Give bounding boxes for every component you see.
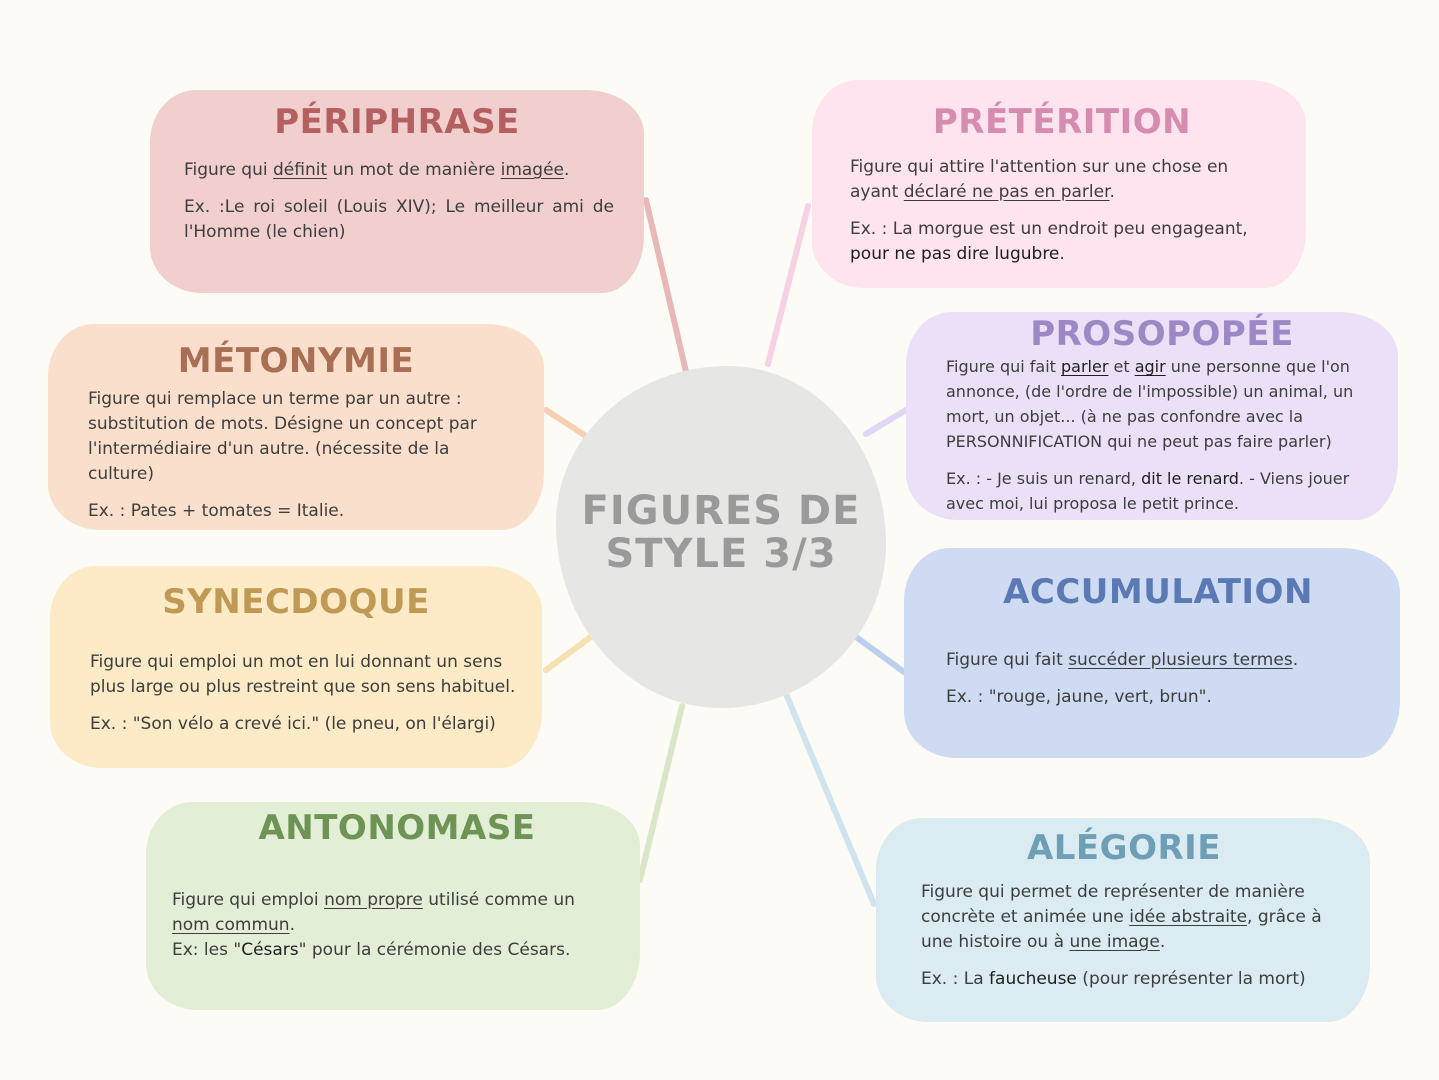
emphasis: agir (1134, 357, 1166, 376)
antonomase-title: ANTONOMASE (258, 808, 536, 848)
metonymie-body (88, 387, 518, 524)
text: . (564, 160, 570, 180)
text: un mot de manière (327, 160, 501, 180)
text: , grâce à une histoire ou à (921, 907, 1322, 952)
preterition-definition (850, 155, 1280, 205)
text: . (1109, 182, 1115, 202)
emphasis: définit (273, 160, 328, 180)
allegorie-title: ALÉGORIE (1026, 828, 1222, 868)
connector-synecdoque (546, 636, 592, 670)
antonomase-definition (172, 888, 602, 963)
synecdoque-definition: Figure qui emploi un mot en lui donnant un sens plus large ou plus restreint que son sens habituel. (90, 652, 516, 697)
emphasis: Césars (241, 940, 299, 960)
text: et (1108, 357, 1135, 376)
accumulation-title: ACCUMULATION (1003, 572, 1313, 612)
periphrase-example: Ex. :Le roi soleil (Louis XIV); Le meilleur ami de l'Homme (le chien) (184, 197, 614, 242)
prosopopee-body (946, 354, 1366, 516)
text: Ex. : La (921, 969, 990, 989)
prosopopee-title: PROSOPOPÉE (1030, 314, 1294, 354)
text: substitution de mots. Désigne un concept par (88, 414, 477, 434)
metonymie-example: Ex. : Pates + tomates = Italie. (88, 501, 345, 521)
accumulation-body (946, 648, 1366, 710)
text: Ex. : - Je suis un renard, (946, 469, 1142, 488)
allegorie-example (921, 967, 1341, 992)
text: . (1292, 650, 1299, 670)
center-title-line1: FIGURES DE (581, 488, 861, 534)
emphasis: dit le renard (1141, 469, 1239, 488)
text: . (1059, 244, 1065, 264)
text: (pour représenter la mort) (1076, 969, 1306, 989)
emphasis: nom propre (324, 890, 423, 910)
text: Figure qui permet de représenter de manière concrète et animée une (921, 882, 1305, 927)
emphasis: une image (1069, 932, 1160, 952)
synecdoque-example: Ex. : "Son vélo a crevé ici." (le pneu, on l'élargi) (90, 714, 496, 734)
emphasis: pour ne pas dire lugubre (850, 244, 1060, 264)
emphasis: nom commun (172, 915, 290, 935)
connector-prosopopee (866, 410, 906, 434)
synecdoque-body (90, 650, 520, 737)
emphasis: parler (1061, 357, 1109, 376)
text: Figure qui attire l'attention sur une chose en ayant (850, 157, 1229, 202)
preterition-body (850, 155, 1280, 267)
text: une personne que l'on annonce, (de l'ordre de l'impossible) un animal, un mort, un objet... (à ne pas confondre avec la PERSONNIFICATION qui ne peut pas faire parler) (946, 357, 1354, 451)
accumulation-example: Ex. : "rouge, jaune, vert, brun". (946, 687, 1212, 707)
emphasis: faucheuse (989, 969, 1077, 989)
text: Figure qui fait (946, 650, 1069, 670)
prosopopee-definition (946, 354, 1366, 454)
accumulation-definition (946, 648, 1366, 673)
text: l'intermédiaire d'un autre. (nécessite de la culture) (88, 439, 450, 484)
text: Ex: les " (172, 940, 242, 960)
prosopopee-example (946, 466, 1366, 516)
text: Figure qui (184, 160, 274, 180)
periphrase-definition (184, 158, 614, 183)
emphasis: idée abstraite (1129, 907, 1248, 927)
text: utilisé comme un (422, 890, 575, 910)
periphrase-title: PÉRIPHRASE (274, 102, 520, 142)
connector-accumulation (856, 637, 904, 672)
text: Figure qui remplace un terme par un autre : (88, 389, 462, 409)
text: . (1159, 932, 1166, 952)
center-title-line2: STYLE 3/3 (605, 531, 837, 577)
center-title (556, 490, 886, 576)
allegorie-body (921, 880, 1341, 992)
text: " pour la cérémonie des Césars. (298, 940, 571, 960)
emphasis: déclaré ne pas en parler (903, 182, 1110, 202)
connector-periphrase (646, 200, 687, 376)
connector-allegorie (786, 694, 874, 904)
text: Figure qui fait (946, 357, 1062, 376)
preterition-title: PRÉTÉRITION (932, 102, 1192, 142)
connector-antonomase (640, 706, 682, 880)
metonymie-definition (88, 387, 518, 487)
emphasis: succéder plusieurs termes (1068, 650, 1293, 670)
antonomase-body (172, 888, 602, 963)
text: Ex. : La morgue est un endroit peu engageant, (850, 219, 1248, 239)
preterition-example (850, 217, 1280, 267)
periphrase-body (184, 158, 614, 245)
text: . (289, 915, 295, 935)
text: . - Viens jouer avec moi, lui proposa le petit prince. (946, 469, 1350, 513)
emphasis: imagée (500, 160, 565, 180)
allegorie-definition (921, 880, 1341, 955)
synecdoque-title: SYNECDOQUE (162, 582, 430, 622)
text: Figure qui emploi (172, 890, 325, 910)
metonymie-title: MÉTONYMIE (177, 341, 415, 381)
connector-preterition (768, 206, 808, 364)
